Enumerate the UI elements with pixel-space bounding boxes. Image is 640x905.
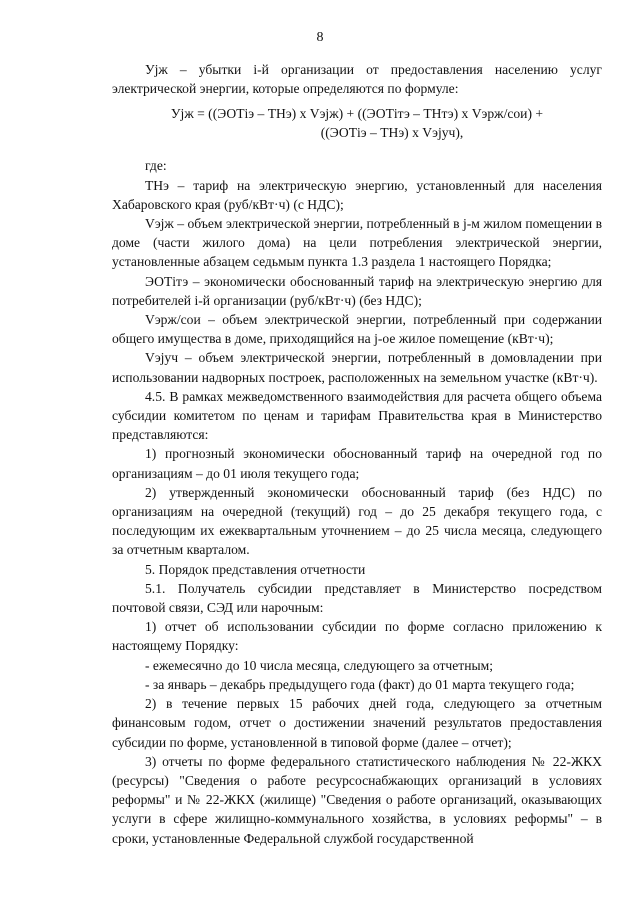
definition: Vэjуч – объем электрической энергии, потребленный в домовладении при использовании надворных построек, расположенных на земельном участке (кВт·ч). [112, 350, 602, 385]
paragraph: 5.1. Получатель субсидии представляет в Министерство посредством почтовой связи, СЭД или нарочным: [112, 580, 602, 616]
spacer [112, 146, 602, 156]
definition: ЭОТiтэ – экономически обоснованный тариф на электрическую энергию для потребителей i-й организации (руб/кВт·ч) (без НДС); [112, 273, 602, 308]
formula-line-2: ((ЭОТiэ – ТНэ) х Vэjуч), [320, 125, 464, 141]
page-number: 8 [316, 30, 324, 45]
list-item: - ежемесячно до 10 числа месяца, следующего за отчетным; [145, 657, 494, 673]
where-label: где: [145, 158, 167, 174]
formula [112, 104, 602, 142]
formula-line-1: Уjж = ((ЭОТiэ – ТНэ) х Vэjж) + ((ЭОТiтэ – ТНтэ) х Vэрж/сои) + [170, 106, 544, 122]
definition: ТНэ – тариф на электрическую энергию, установленный для населения Хабаровского края (руб/кВт·ч) (с НДС); [112, 177, 602, 212]
list-item: - за январь – декабрь предыдущего года (факт) до 01 марта текущего года; [145, 676, 575, 692]
paragraph: 4.5. В рамках межведомственного взаимодействия для расчета общего объема субсидии комитетом по ценам и тарифам Правительства края в Министерство представляются: [112, 388, 602, 443]
definition: Vэjж – объем электрической энергии, потребленный в j-м жилом помещении в доме (части жилого дома) на цели потребления электрической энергии, установленные абзацем седьмым пункта 1.3 раздела 1 настоящего Порядка; [112, 216, 602, 270]
paragraph: Уjж – убытки i-й организации от предоставления населению услуг электрической энергии, которые определяются по формуле: [112, 62, 602, 97]
definition: Vэрж/сои – объем электрической энергии, потребленный при содержании общего имущества в доме, приходящийся на j-ое жилое помещение (кВт·ч); [112, 312, 602, 347]
section-title: 5. Порядок представления отчетности [145, 561, 366, 577]
list-item: 3) отчеты по форме федерального статистического наблюдения № 22-ЖКХ (ресурсы) "Сведения о работе ресурсоснабжающих организаций в условиях реформы" и № 22-ЖКХ (жилище) "Сведения о работе организаций, оказывающих услуги в сфере жилищно-коммунального хозяйства, в условиях реформы" – в сроки, установленные Федеральной службой государственной [112, 753, 602, 846]
list-item: 2) в течение первых 15 рабочих дней года, следующего за отчетным финансовым годом, отчет о достижении значений результатов предоставления субсидии по форме, установленной в типовой форме (далее – отчет); [112, 696, 602, 750]
list-item: 2) утвержденный экономически обоснованный тариф (без НДС) по организациям на очередной (текущий) год – до 25 декабря текущего года, с последующим их ежеквартальным уточнением – до 25 числа месяца, следующего за отчетным кварталом. [112, 484, 602, 558]
document-body [112, 60, 602, 848]
list-item: 1) прогнозный экономически обоснованный тариф на очередной год по организациям – до 01 июля текущего года; [112, 446, 602, 481]
list-item: 1) отчет об использовании субсидии по форме согласно приложению к настоящему Порядку: [112, 619, 602, 654]
